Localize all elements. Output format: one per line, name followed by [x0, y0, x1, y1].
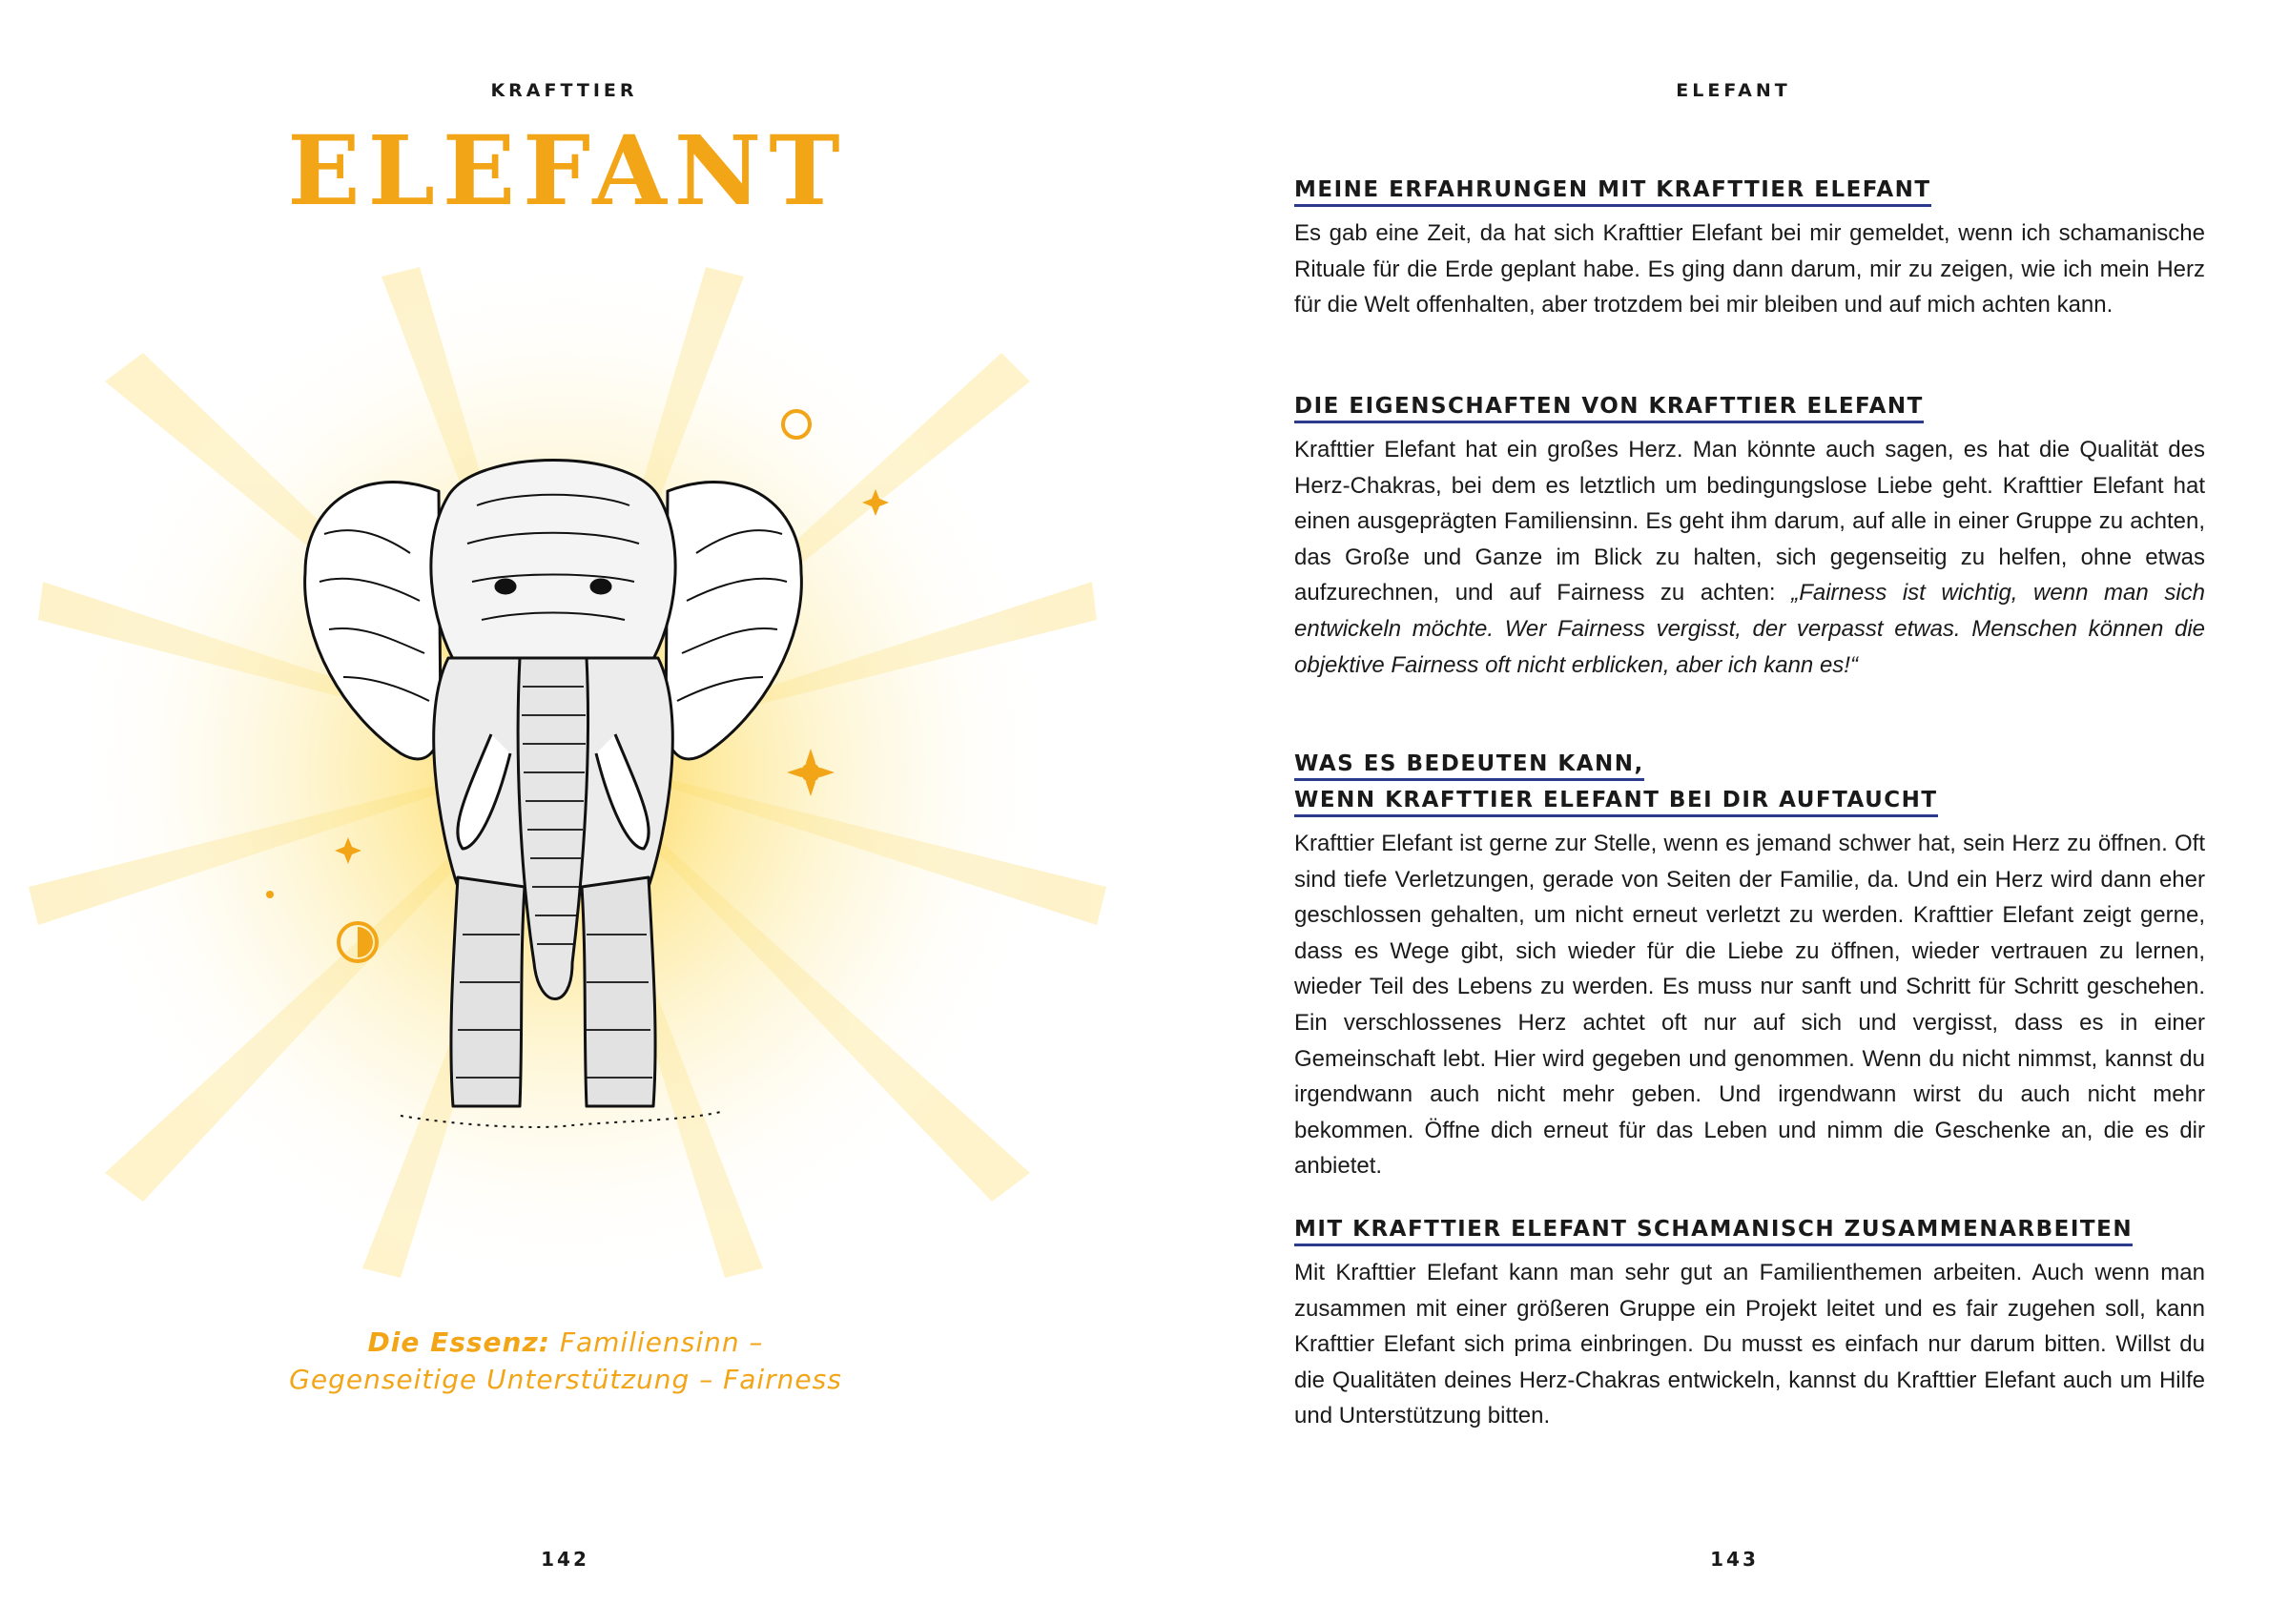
essence-caption [0, 1324, 1131, 1398]
section-body: Mit Krafttier Elefant kann man sehr gut an Familienthemen arbeiten. Auch wenn man zusammen mit einer größeren Gruppe ein Projekt leitet und es fair zugehen soll, kann Krafttier Elefant sich prima einbringen. Du musst es einfach nur darum bitten. Willst du die Qualitäten deines Herz-Chakras entwickeln, kannst du Krafttier Elefant auch um Hilfe und Unterstützung bitten. [1294, 1260, 2205, 1429]
elephant-quote: „Fairness ist wichtig, wenn man sich entwickeln möchte. Wer Fairness vergisst, der verpasst etwas. Menschen können die objektive Fairness oft nicht erblicken, aber ich kann es!“ [1294, 580, 2205, 678]
section-meaning [1294, 746, 2205, 1184]
left-page [0, 0, 1144, 1624]
page-title: ELEFANT [287, 114, 848, 227]
page-number: 143 [1710, 1548, 1759, 1571]
section-shamanic-work [1294, 1211, 2205, 1434]
essence-label: Die Essenz: [367, 1326, 550, 1358]
section-heading: DIE EIGENSCHAFTEN VON KRAFTTIER ELEFANT [1294, 388, 2205, 424]
running-head: ELEFANT [1676, 80, 1791, 101]
section-properties [1294, 388, 2205, 683]
section-experiences [1294, 172, 2205, 323]
running-head: KRAFTTIER [490, 80, 638, 101]
section-heading: MEINE ERFAHRUNGEN MIT KRAFTTIER ELEFANT [1294, 172, 2205, 208]
section-heading: MIT KRAFTTIER ELEFANT SCHAMANISCH ZUSAMMENARBEITEN [1294, 1211, 2205, 1247]
essence-line2: Gegenseitige Unterstützung – Fairness [289, 1364, 842, 1395]
elephant-illustration [0, 219, 1144, 1316]
right-page [1144, 0, 2289, 1624]
section-body: Krafttier Elefant hat ein großes Herz. Man könnte auch sagen, es hat die Qualität des Herz-Chakras, bei dem es letztlich um bedingungslose Liebe geht. Krafttier Elefant hat einen ausgeprägten Familiensinn. Es geht ihm darum, auf alle in einer Gruppe zu achten, das Große und Ganze im Blick zu halten, sich gegenseitig zu helfen, ohne etwas aufzurechnen, und auf Fairness zu achten: „Fairness ist wichtig, wenn man sich entwickeln möchte. Wer Fairness vergisst, der verpasst etwas. Menschen können die objektive Fairness oft nicht erblicken, aber ich kann es!“ [1294, 437, 2205, 678]
essence-line1: Familiensinn – [559, 1326, 764, 1358]
section-body: Es gab eine Zeit, da hat sich Krafttier Elefant bei mir gemeldet, wenn ich schamanische Rituale für die Erde geplant habe. Es ging dann darum, mir zu zeigen, wie ich mein Herz für die Welt offenhalten, aber trotzdem bei mir bleiben und auf mich achten kann. [1294, 220, 2205, 319]
section-heading: WAS ES BEDEUTEN KANN, WENN KRAFTTIER ELEFANT BEI DIR AUFTAUCHT [1294, 746, 2205, 818]
section-body: Krafttier Elefant ist gerne zur Stelle, wenn es jemand schwer hat, sein Herz zu öffnen. Oft sind tiefe Verletzungen, gerade von Seiten der Familie, da. Und ein Herz wird dann eher geschlossen gehalten, um nicht erneut verletzt zu werden. Krafttier Elefant zeigt gerne, dass es Wege gibt, sich wieder für die Liebe zu öffnen, wieder vertrauen zu lernen, wieder Teil des Lebens zu werden. Es muss nur sanft und Schritt für Schritt geschehen. Ein verschlossenes Herz achtet oft nur auf sich und vergisst, dass es in einer Gemeinschaft lebt. Hier wird gegeben und genommen. Wenn du nicht nimmst, kannst du irgendwann auch nicht mehr geben. Und irgendwann wirst du auch nicht mehr bekommen. Öffne dich erneut für das Leben und nimm die Geschenke an, die es dir anbietet. [1294, 831, 2205, 1180]
page-number: 142 [541, 1548, 589, 1571]
